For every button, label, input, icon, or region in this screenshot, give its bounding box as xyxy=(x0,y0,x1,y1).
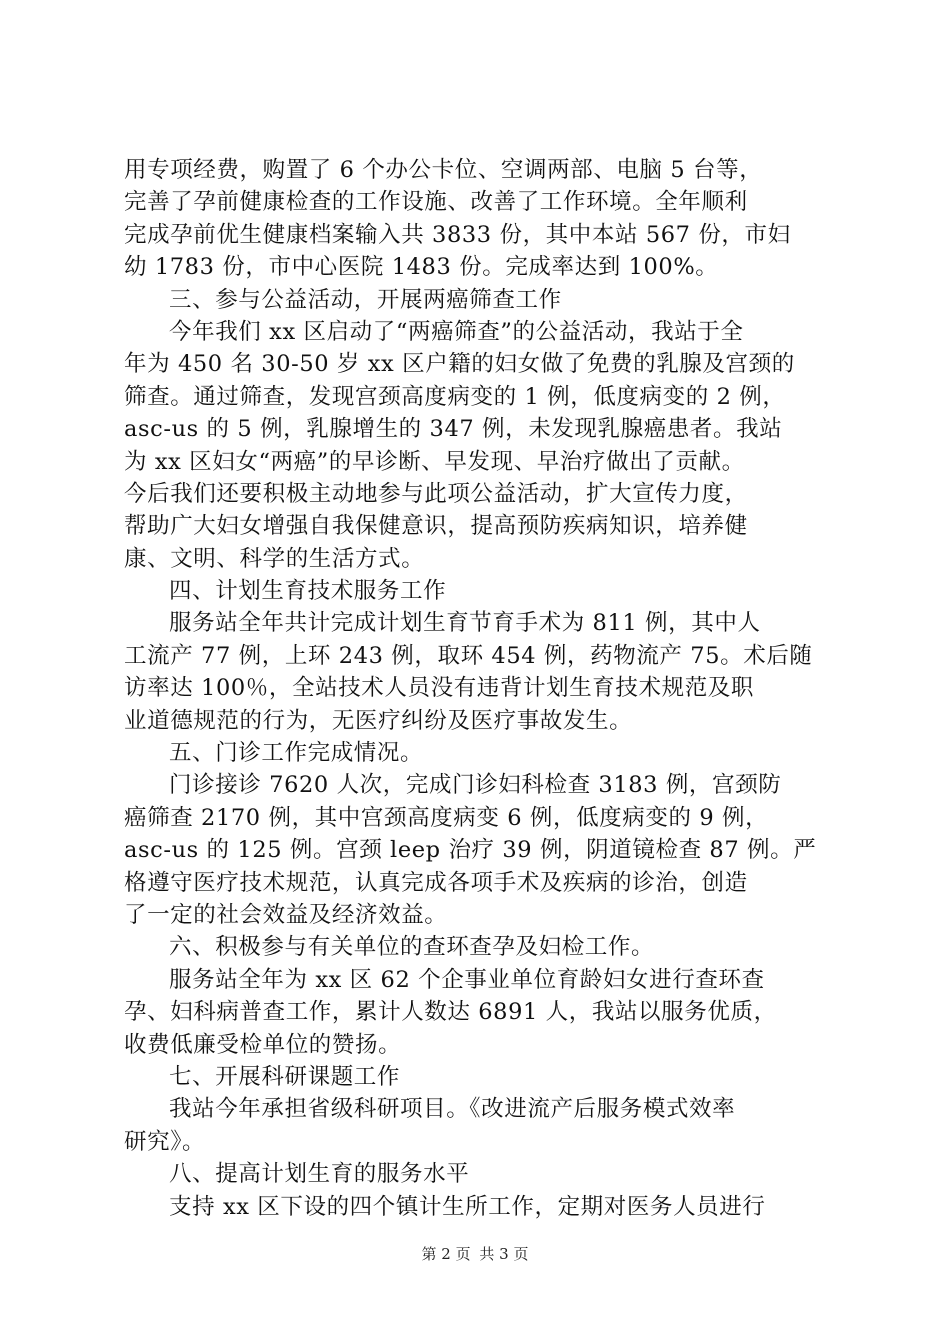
text-line: 幼 1783 份，市中心医院 1483 份。完成率达到 100%。 xyxy=(124,254,719,281)
text-line: 完善了孕前健康检查的工作设施、改善了工作环境。全年顺利 xyxy=(124,189,748,216)
text-line: 业道德规范的行为，无医疗纠纷及医疗事故发生。 xyxy=(124,707,633,734)
text-line: 八、提高计划生育的服务水平 xyxy=(169,1161,470,1188)
text-line: 七、开展科研课题工作 xyxy=(169,1063,401,1090)
text-line: 我站今年承担省级科研项目。《改进流产后服务模式效率 xyxy=(169,1096,736,1123)
text-line: 五、门诊工作完成情况。 xyxy=(169,740,424,767)
text-line: 年为 450 名 30-50 岁 xx 区户籍的妇女做了免费的乳腺及宫颈的 xyxy=(124,351,795,378)
text-line: 康、文明、科学的生活方式。 xyxy=(124,545,425,572)
page-number: 第 2 页 xyxy=(421,1245,471,1263)
document-body xyxy=(124,154,836,1223)
text-line: 筛查。通过筛查，发现宫颈高度病变的 1 例，低度病变的 2 例， xyxy=(124,383,786,410)
page-total: 共 3 页 xyxy=(479,1245,529,1263)
text-line: asc-us 的 5 例，乳腺增生的 347 例，未发现乳腺癌患者。我站 xyxy=(124,416,783,443)
text-line: 支持 xx 区下设的四个镇计生所工作，定期对医务人员进行 xyxy=(169,1193,766,1220)
text-line: 今后我们还要积极主动地参与此项公益活动，扩大宣传力度， xyxy=(124,480,748,507)
text-line: 四、计划生育技术服务工作 xyxy=(169,578,447,605)
text-line: 访率达 100％，全站技术人员没有违背计划生育技术规范及职 xyxy=(124,675,754,702)
text-line: 为 xx 区妇女“两癌”的早诊断、早发现、早治疗做出了贡献。 xyxy=(124,448,745,475)
text-line: 帮助广大妇女增强自我保健意识，提高预防疾病知识，培养健 xyxy=(124,513,748,540)
text-line: 癌筛查 2170 例，其中宫颈高度病变 6 例，低度病变的 9 例， xyxy=(124,804,769,831)
text-line: 工流产 77 例，上环 243 例，取环 454 例，药物流产 75。术后随 xyxy=(124,642,813,669)
text-line: 门诊接诊 7620 人次，完成门诊妇科检查 3183 例，宫颈防 xyxy=(169,772,782,799)
text-line: 今年我们 xx 区启动了“两癌筛查”的公益活动，我站于全 xyxy=(169,318,744,345)
text-line: 格遵守医疗技术规范，认真完成各项手术及疾病的诊治，创造 xyxy=(124,869,748,896)
page-footer xyxy=(0,1244,950,1264)
text-line: 收费低廉受检单位的赞扬。 xyxy=(124,1031,402,1058)
text-line: 服务站全年为 xx 区 62 个企事业单位育龄妇女进行查环查 xyxy=(169,966,765,993)
text-line: 了一定的社会效益及经济效益。 xyxy=(124,901,448,928)
text-line: 研究》。 xyxy=(124,1128,206,1155)
text-line: 完成孕前优生健康档案输入共 3833 份，其中本站 567 份，市妇 xyxy=(124,221,791,248)
text-line: 服务站全年共计完成计划生育节育手术为 811 例，其中人 xyxy=(169,610,761,637)
text-line: 三、参与公益活动，开展两癌筛查工作 xyxy=(169,286,562,313)
text-line: 六、积极参与有关单位的查环查孕及妇检工作。 xyxy=(169,934,655,961)
text-line: 孕、妇科病普查工作，累计人数达 6891 人，我站以服务优质， xyxy=(124,999,777,1026)
text-line: asc-us 的 125 例。宫颈 leep 治疗 39 例，阴道镜检查 87 例。严 xyxy=(124,837,817,864)
text-line: 用专项经费，购置了 6 个办公卡位、空调两部、电脑 5 台等， xyxy=(124,157,763,183)
